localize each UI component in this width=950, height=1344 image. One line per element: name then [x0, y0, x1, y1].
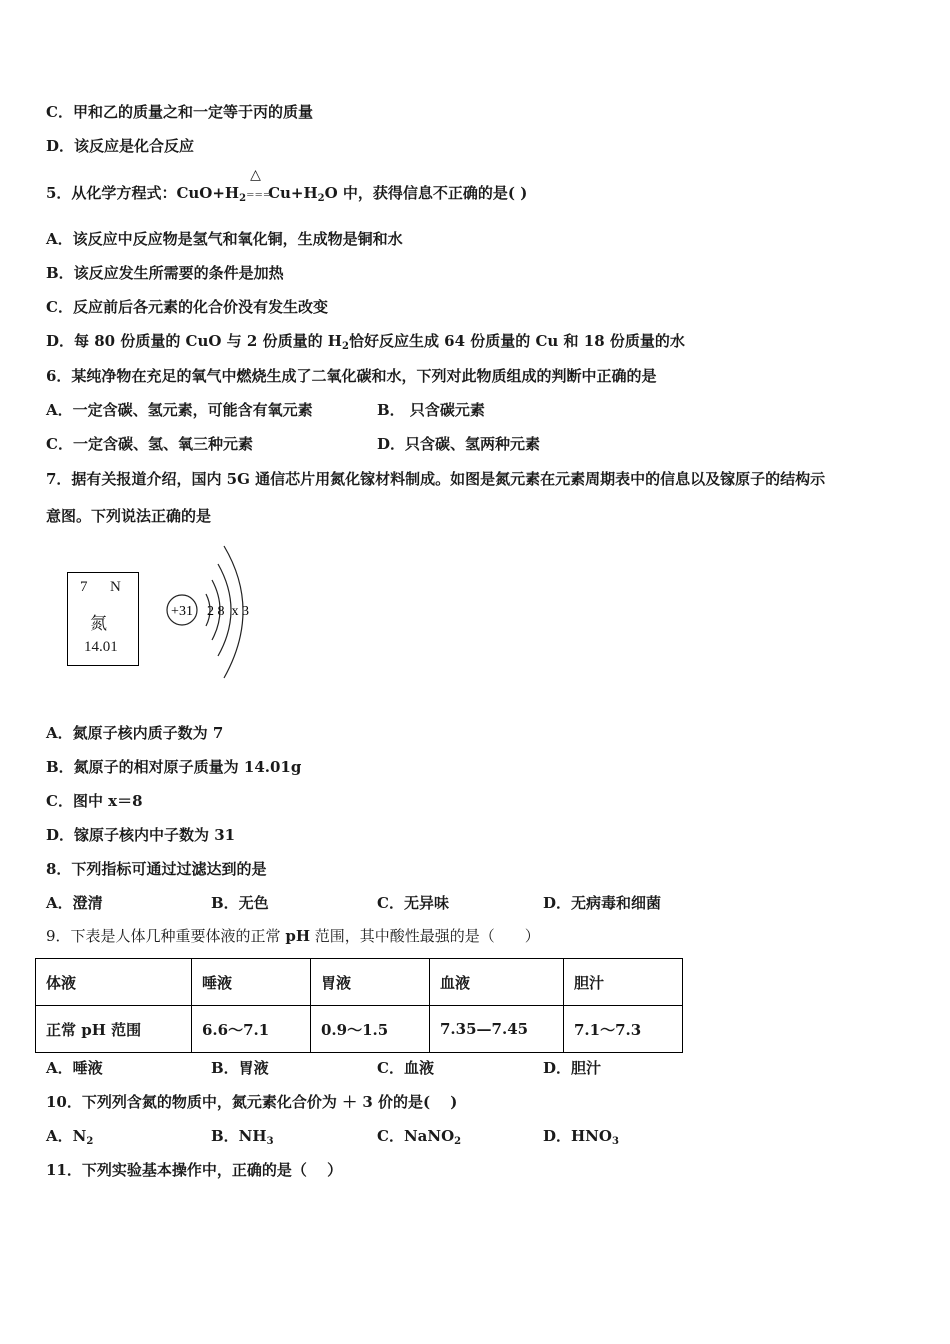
q5-option-c: C．反应前后各元素的化合价没有发生改变	[46, 298, 328, 316]
q7-stem-line2: 意图。下列说法正确的是	[46, 507, 212, 525]
q8-option-d: D．无病毒和细菌	[543, 894, 662, 912]
q7-option-d: D．镓原子核内中子数为 31	[46, 826, 236, 844]
nucleus-charge: +31	[171, 604, 193, 619]
q10-option-c: C．NaNO$_2$	[377, 1127, 462, 1147]
q4-option-c: C．甲和乙的质量之和一定等于丙的质量	[46, 103, 313, 121]
q6-option-d: D．只含碳、氢两种元素	[377, 435, 541, 453]
q9-option-c: C．血液	[377, 1059, 434, 1077]
q11-stem: 11．下列实验基本操作中，正确的是（ ）	[46, 1161, 343, 1179]
q7-stem-line1: 7．据有关报道介绍，国内 5G 通信芯片用氮化镓材料制成。如图是氮元素在元素周期表中的信息以及镓原子的结构示	[46, 470, 826, 488]
q9-option-d: D．胆汁	[543, 1059, 602, 1077]
table-cell: 0.9～1.5	[311, 1006, 430, 1053]
q10-option-a: A．$N_2$	[46, 1127, 94, 1147]
q5-option-d: D．每 80 份质量的 CuO 与 2 份质量的 $H_2$恰好反应生成 64 份质量的 Cu 和 18 份质量的水	[46, 332, 685, 352]
element-symbol: N	[110, 579, 121, 595]
q4-option-d: D．该反应是化合反应	[46, 137, 195, 155]
atomic-number: 7	[80, 579, 88, 595]
table-header-cell: 胆汁	[564, 959, 683, 1006]
table-header-cell: 唾液	[192, 959, 311, 1006]
element-name: 氮	[90, 614, 107, 633]
table-header-cell: 胃液	[311, 959, 430, 1006]
ph-range-table	[35, 958, 683, 1053]
q9-option-a: A．唾液	[46, 1059, 103, 1077]
table-header-cell: 血液	[430, 959, 564, 1006]
q9-option-b: B．胃液	[211, 1059, 269, 1077]
heat-triangle-icon: △	[250, 167, 261, 183]
q10-stem: 10．下列列含氮的物质中，氮元素化合价为 ＋ 3 价的是( )	[46, 1093, 458, 1111]
q8-option-b: B．无色	[211, 894, 269, 912]
q10-option-b: B．$NH_3$	[211, 1127, 274, 1147]
gallium-atom-diagram	[160, 540, 280, 685]
q6-option-c: C．一定含碳、氢、氧三种元素	[46, 435, 253, 453]
q8-stem: 8．下列指标可通过过滤达到的是	[46, 860, 267, 878]
q5-stem: 5．从化学方程式：$CuO+H_2$ △ $===Cu+H_2O$ 中，获得信息不正确的是( )	[46, 167, 528, 204]
heating-condition: △ ===	[246, 167, 272, 201]
q7-option-b: B．氮原子的相对原子质量为 14.01g	[46, 758, 302, 776]
q10-option-d: D．$HNO_3$	[543, 1127, 619, 1147]
shell-electrons: 2 8 x 3	[207, 604, 249, 619]
q7-option-c: C．图中 x＝8	[46, 792, 143, 810]
q9-stem: 9．下表是人体几种重要体液的正常 pH 范围，其中酸性最强的是（ ）	[46, 927, 540, 945]
table-row	[36, 1006, 683, 1053]
q5-option-a: A．该反应中反应物是氢气和氧化铜，生成物是铜和水	[46, 230, 403, 248]
q8-option-c: C．无异味	[377, 894, 449, 912]
table-cell: 6.6～7.1	[192, 1006, 311, 1053]
q7-option-a: A．氮原子核内质子数为 7	[46, 724, 224, 742]
q5-option-b: B．该反应发生所需要的条件是加热	[46, 264, 284, 282]
table-cell: 正常 pH 范围	[36, 1006, 192, 1053]
table-cell: 7.1～7.3	[564, 1006, 683, 1053]
atomic-mass: 14.01	[84, 639, 118, 655]
table-header-row	[36, 959, 683, 1006]
table-header-cell: 体液	[36, 959, 192, 1006]
q6-stem: 6．某纯净物在充足的氧气中燃烧生成了二氧化碳和水，下列对此物质组成的判断中正确的是	[46, 367, 657, 385]
q6-option-a: A．一定含碳、氢元素，可能含有氧元素	[46, 401, 313, 419]
q8-option-a: A．澄清	[46, 894, 103, 912]
q6-option-b: B． 只含碳元素	[377, 401, 485, 419]
table-cell: 7.35—7.45	[430, 1006, 564, 1053]
nitrogen-periodic-cell	[67, 572, 139, 666]
